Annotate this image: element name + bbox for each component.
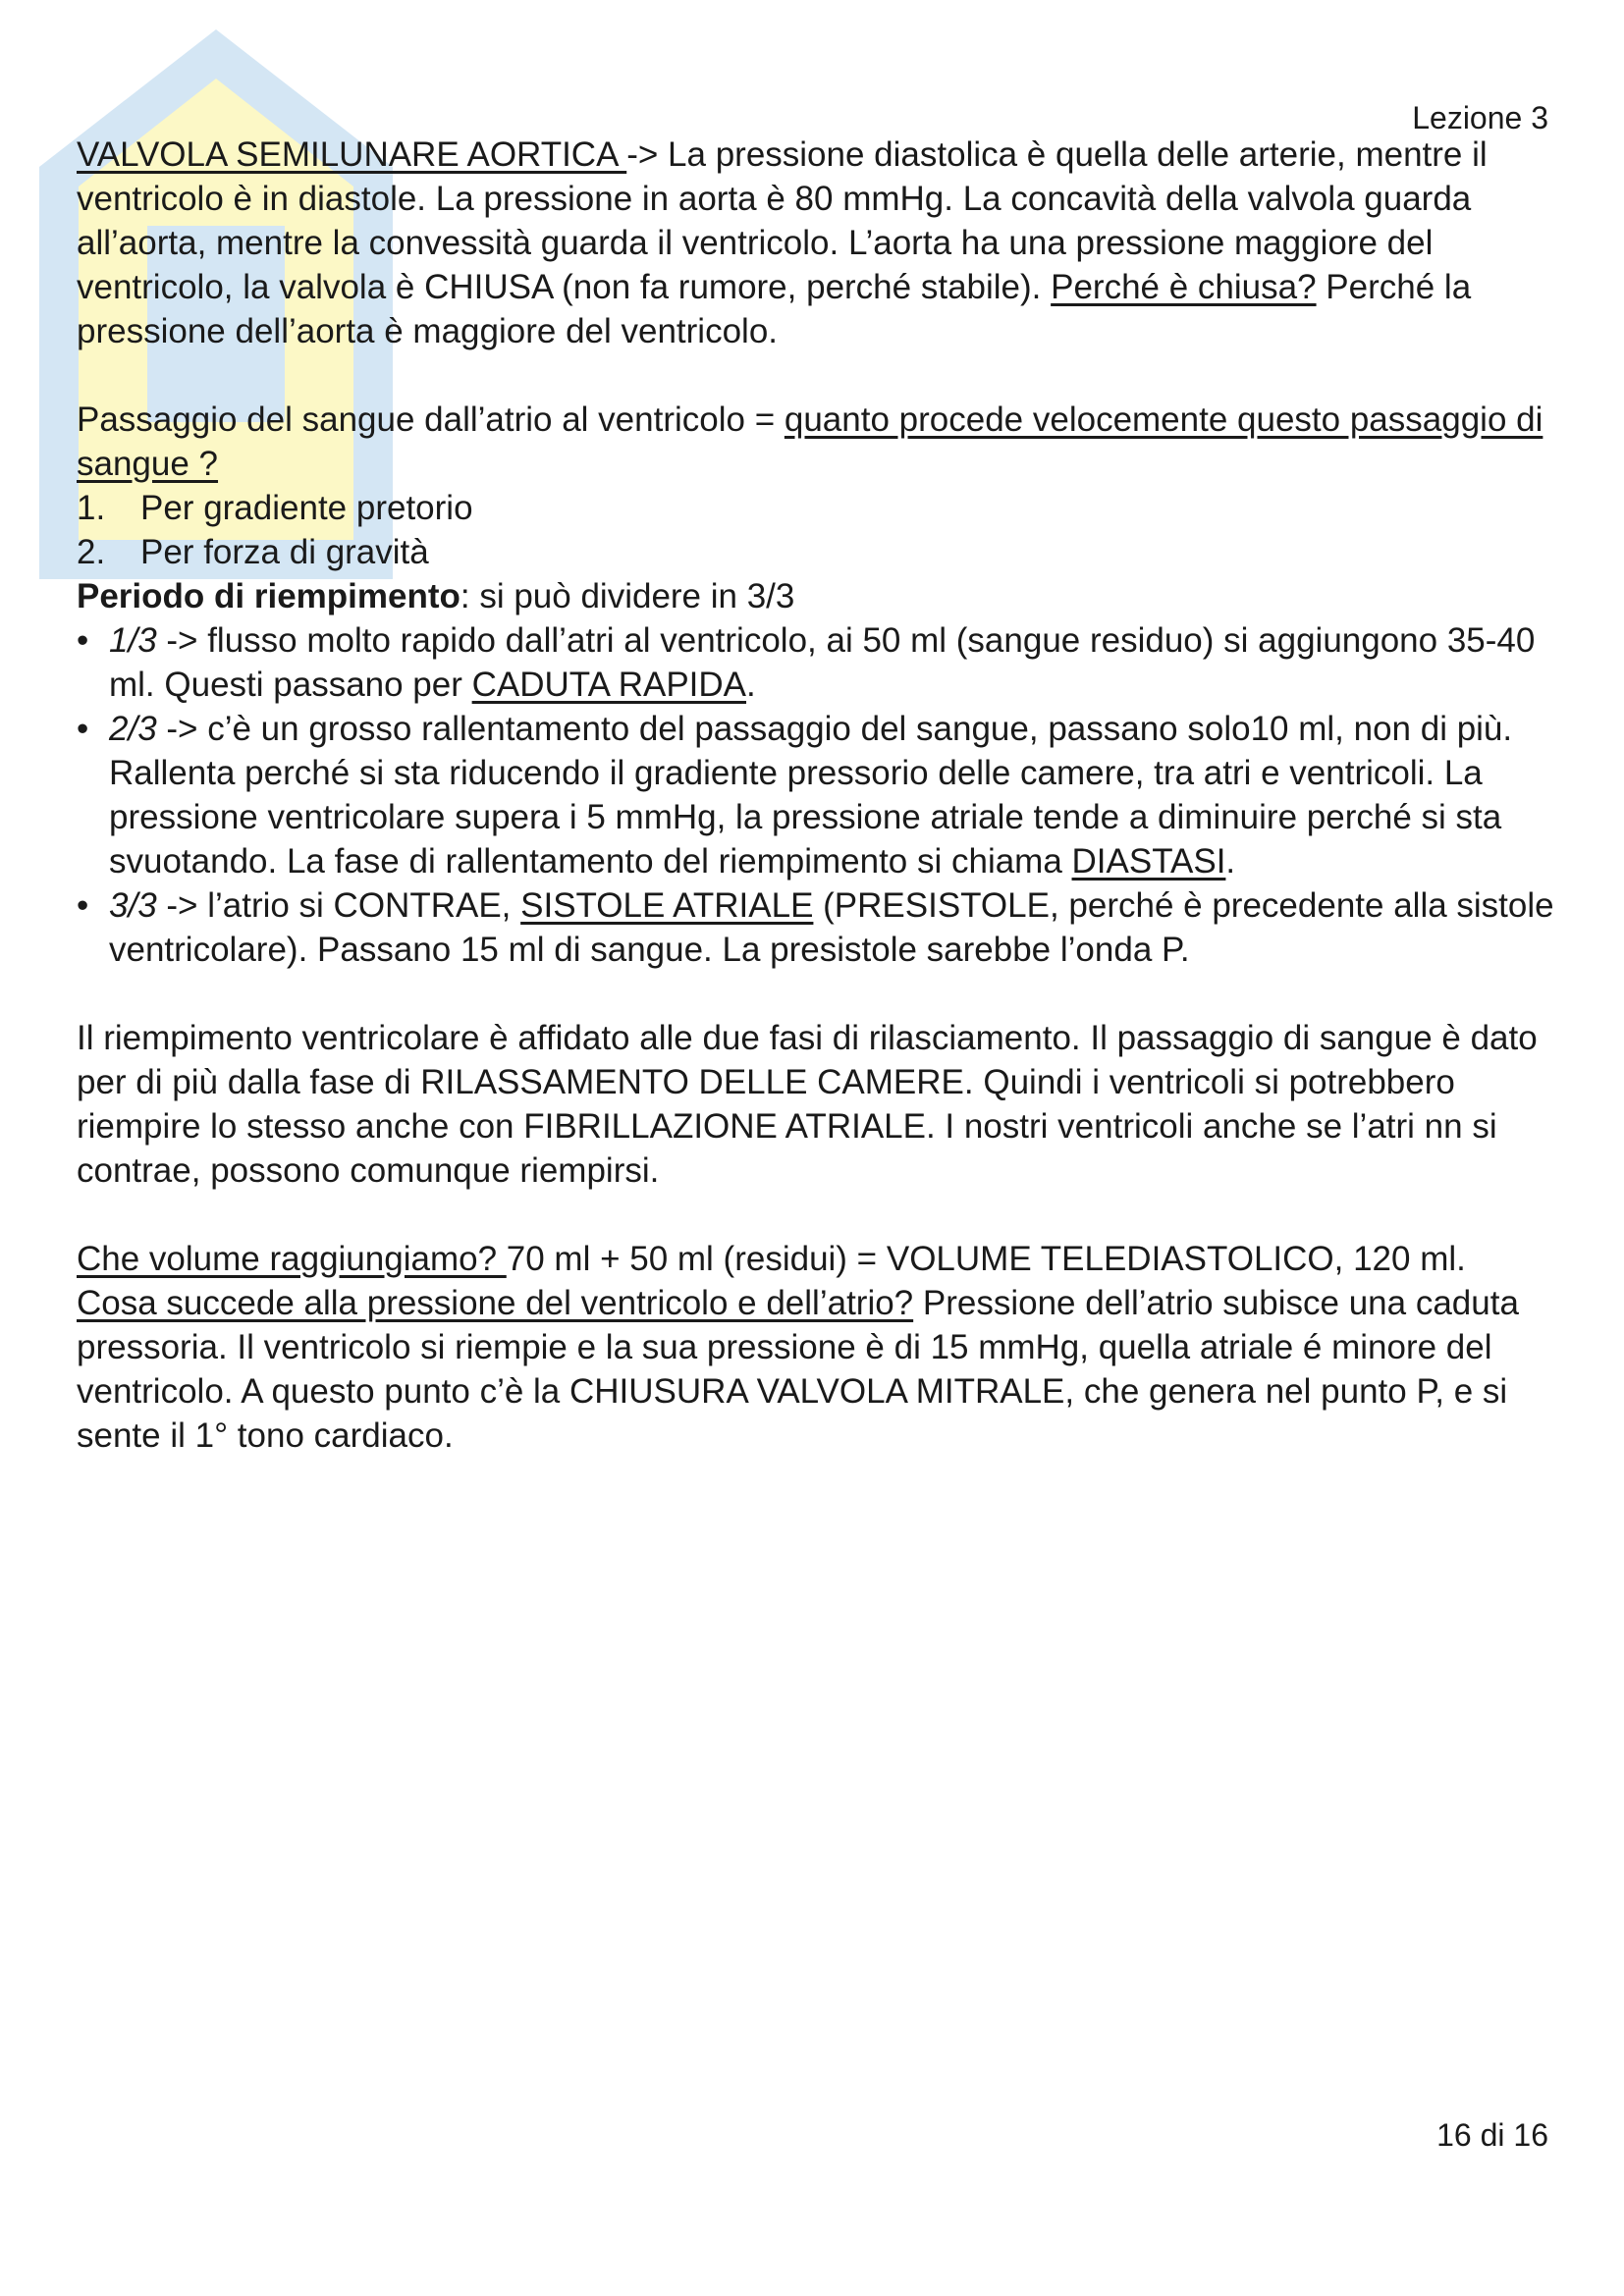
- lesson-header: Lezione 3: [1412, 100, 1548, 135]
- paragraph-aortic-valve: [77, 133, 1559, 353]
- bullet-dot: •: [77, 621, 89, 660]
- bullet-dot: •: [77, 886, 89, 925]
- blood-passage-question: quanto procede velocemente questo passaggio di sangue ?: [77, 400, 1543, 483]
- spacer: [77, 972, 1559, 1016]
- bullet-end: .: [1225, 842, 1236, 881]
- bullet-item-third-third: [77, 883, 1559, 972]
- item-number: 1.: [77, 489, 106, 527]
- bullet-end: (PRESISTOLE, perché è precedente alla sistole ventricolare). Passano 15 ml di sangue. La presistole sarebbe l’onda P.: [109, 886, 1554, 969]
- paragraph-blood-passage: [77, 398, 1559, 486]
- bullet-label: 1/3: [109, 621, 157, 660]
- item-number: 2.: [77, 533, 106, 571]
- bullet-item-second-third: [77, 707, 1559, 883]
- pressure-question: Cosa succede alla pressione del ventricolo e dell’atrio?: [77, 1284, 914, 1322]
- blood-passage-text: Passaggio del sangue dall’atrio al ventricolo =: [77, 400, 785, 439]
- spacer: [77, 353, 1559, 398]
- document-body: [77, 133, 1559, 1458]
- paragraph-volume: [77, 1237, 1559, 1281]
- bullet-label: 3/3: [109, 886, 157, 925]
- item-text: Per forza di gravità: [140, 533, 429, 571]
- pressure-answer: Pressione dell’atrio subisce una caduta pressoria. Il ventricolo si riempie e la sua pressione è di 15 mmHg, quella atriale é minore del ventricolo. A questo punto c’è la CHIUSURA VALVOLA MITRALE, che genera nel punto P, e si sente il 1° tono cardiaco.: [77, 1284, 1519, 1455]
- aortic-valve-title: VALVOLA SEMILUNARE AORTICA: [77, 135, 627, 174]
- numbered-item: [77, 486, 1559, 530]
- item-text: Per gradiente pretorio: [140, 489, 473, 527]
- bullet-label: 2/3: [109, 710, 157, 748]
- bullet-term: CADUTA RAPIDA: [471, 666, 747, 704]
- aortic-valve-text: -> La pressione diastolica è quella delle arterie, mentre il ventricolo è in diastole. La pressione in aorta è 80 mmHg. La concavità della valvola guarda all’aorta, mentre la convessità guarda il ventricolo. L’aorta ha una pressione maggiore del ventricolo, la valvola è CHIUSA (non fa rumore, perché stabile).: [77, 135, 1488, 306]
- bullet-term: SISTOLE ATRIALE: [520, 886, 814, 925]
- numbered-item: [77, 530, 1559, 574]
- filling-period-title: Periodo di riempimento: [77, 577, 460, 615]
- bullet-dot: •: [77, 710, 89, 748]
- bullet-item-first-third: [77, 618, 1559, 707]
- bullet-text: -> flusso molto rapido dall’atri al ventricolo, ai 50 ml (sangue residuo) si aggiungono 35-40 ml. Questi passano per: [109, 621, 1536, 704]
- filling-period-text: : si può dividere in 3/3: [460, 577, 795, 615]
- filling-period-heading: [77, 574, 1559, 618]
- volume-question: Che volume raggiungiamo?: [77, 1240, 507, 1278]
- page-number: 16 di 16: [1436, 2117, 1548, 2153]
- bullet-text: -> l’atrio si CONTRAE,: [156, 886, 521, 925]
- spacer: [77, 1193, 1559, 1237]
- aortic-valve-question: Perché è chiusa?: [1051, 268, 1317, 306]
- paragraph-pressure: [77, 1281, 1559, 1458]
- bullet-text: -> c’è un grosso rallentamento del passaggio del sangue, passano solo10 ml, non di più. Rallenta perché si sta riducendo il gradiente pressorio delle camere, tra atri e ventricoli. La pressione ventricolare supera i 5 mmHg, la pressione atriale tende a diminuire perché si sta svuotando. La fase di rallentamento del riempimento si chiama: [109, 710, 1513, 881]
- volume-answer: 70 ml + 50 ml (residui) = VOLUME TELEDIASTOLICO, 120 ml.: [506, 1240, 1466, 1278]
- bullet-end: .: [746, 666, 756, 704]
- aortic-valve-answer: Perché la pressione dell’aorta è maggiore del ventricolo.: [77, 268, 1472, 350]
- bullet-term: DIASTASI: [1071, 842, 1226, 881]
- paragraph-ventricular-filling: Il riempimento ventricolare è affidato alle due fasi di rilasciamento. Il passaggio di sangue è dato per di più dalla fase di RILASSAMENTO DELLE CAMERE. Quindi i ventricoli si potrebbero riempire lo stesso anche con FIBRILLAZIONE ATRIALE. I nostri ventricoli anche se l’atri nn si contrae, possono comunque riempirsi.: [77, 1019, 1538, 1190]
